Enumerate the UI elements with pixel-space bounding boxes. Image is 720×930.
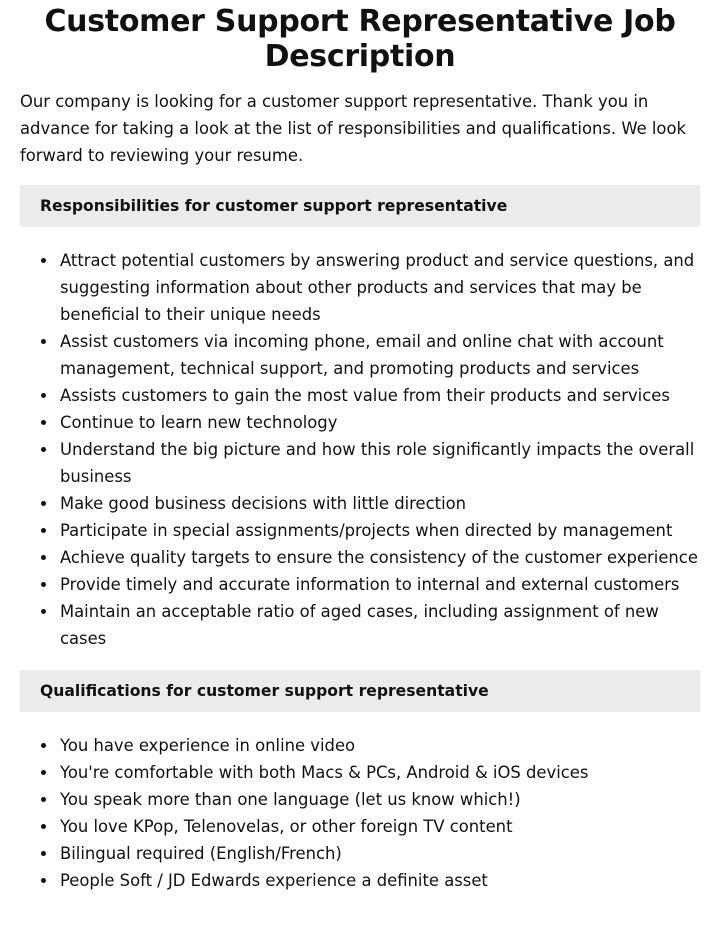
bullet-icon [41, 770, 46, 775]
list-item-text: Attract potential customers by answering product and service questions, and suggesting information about other products and services that may be beneficial to their unique needs [60, 251, 695, 324]
list-item [20, 490, 700, 517]
list-item [20, 786, 700, 813]
list-item-text: Continue to learn new technology [60, 413, 338, 432]
list-item-text: Make good business decisions with little direction [60, 494, 467, 513]
list-item [20, 571, 700, 598]
bullet-icon [41, 824, 46, 829]
list-item-text: You speak more than one language (let us know which!) [60, 790, 521, 809]
responsibilities-heading [20, 185, 700, 227]
list-item-text: You love KPop, Telenovelas, or other foreign TV content [60, 817, 513, 836]
list-item-text: You're comfortable with both Macs & PCs, Android & iOS devices [60, 763, 589, 782]
bullet-icon [41, 555, 46, 560]
bullet-icon [41, 528, 46, 533]
bullet-icon [41, 878, 46, 883]
qualifications-list [20, 732, 700, 894]
list-item [20, 544, 700, 571]
bullet-icon [41, 258, 46, 263]
list-item [20, 840, 700, 867]
bullet-icon [41, 420, 46, 425]
qualifications-heading [20, 670, 700, 712]
list-item-text: Achieve quality targets to ensure the consistency of the customer experience [60, 548, 698, 567]
list-item [20, 436, 700, 490]
list-item [20, 598, 700, 652]
bullet-icon [41, 797, 46, 802]
bullet-icon [41, 851, 46, 856]
list-item-text: Participate in special assignments/projects when directed by management [60, 521, 673, 540]
bullet-icon [41, 582, 46, 587]
responsibilities-list [20, 247, 700, 652]
list-item [20, 382, 700, 409]
intro-paragraph: Our company is looking for a customer support representative. Thank you in advance for taking a look at the list of responsibilities and qualifications. We look forward to reviewing your resume. [20, 92, 686, 165]
responsibilities-heading-label: Responsibilities for customer support representative [40, 197, 508, 215]
list-item-text: Bilingual required (English/French) [60, 844, 342, 863]
bullet-icon [41, 609, 46, 614]
list-item [20, 867, 700, 894]
list-item-text: Understand the big picture and how this role significantly impacts the overall business [60, 440, 695, 486]
list-item-text: Provide timely and accurate information to internal and external customers [60, 575, 680, 594]
list-item [20, 409, 700, 436]
list-item [20, 759, 700, 786]
list-item [20, 247, 700, 328]
bullet-icon [41, 743, 46, 748]
bullet-icon [41, 501, 46, 506]
list-item-text: Assist customers via incoming phone, email and online chat with account management, technical support, and promoting products and services [60, 332, 664, 378]
page-title: Customer Support Representative Job Description [44, 4, 676, 74]
bullet-icon [41, 339, 46, 344]
list-item [20, 813, 700, 840]
list-item-text: People Soft / JD Edwards experience a definite asset [60, 871, 488, 890]
list-item-text: Maintain an acceptable ratio of aged cases, including assignment of new cases [60, 602, 659, 648]
list-item-text: You have experience in online video [60, 736, 356, 755]
bullet-icon [41, 393, 46, 398]
list-item [20, 328, 700, 382]
qualifications-heading-label: Qualifications for customer support representative [40, 682, 489, 700]
list-item [20, 517, 700, 544]
list-item [20, 732, 700, 759]
bullet-icon [41, 447, 46, 452]
list-item-text: Assists customers to gain the most value from their products and services [60, 386, 670, 405]
